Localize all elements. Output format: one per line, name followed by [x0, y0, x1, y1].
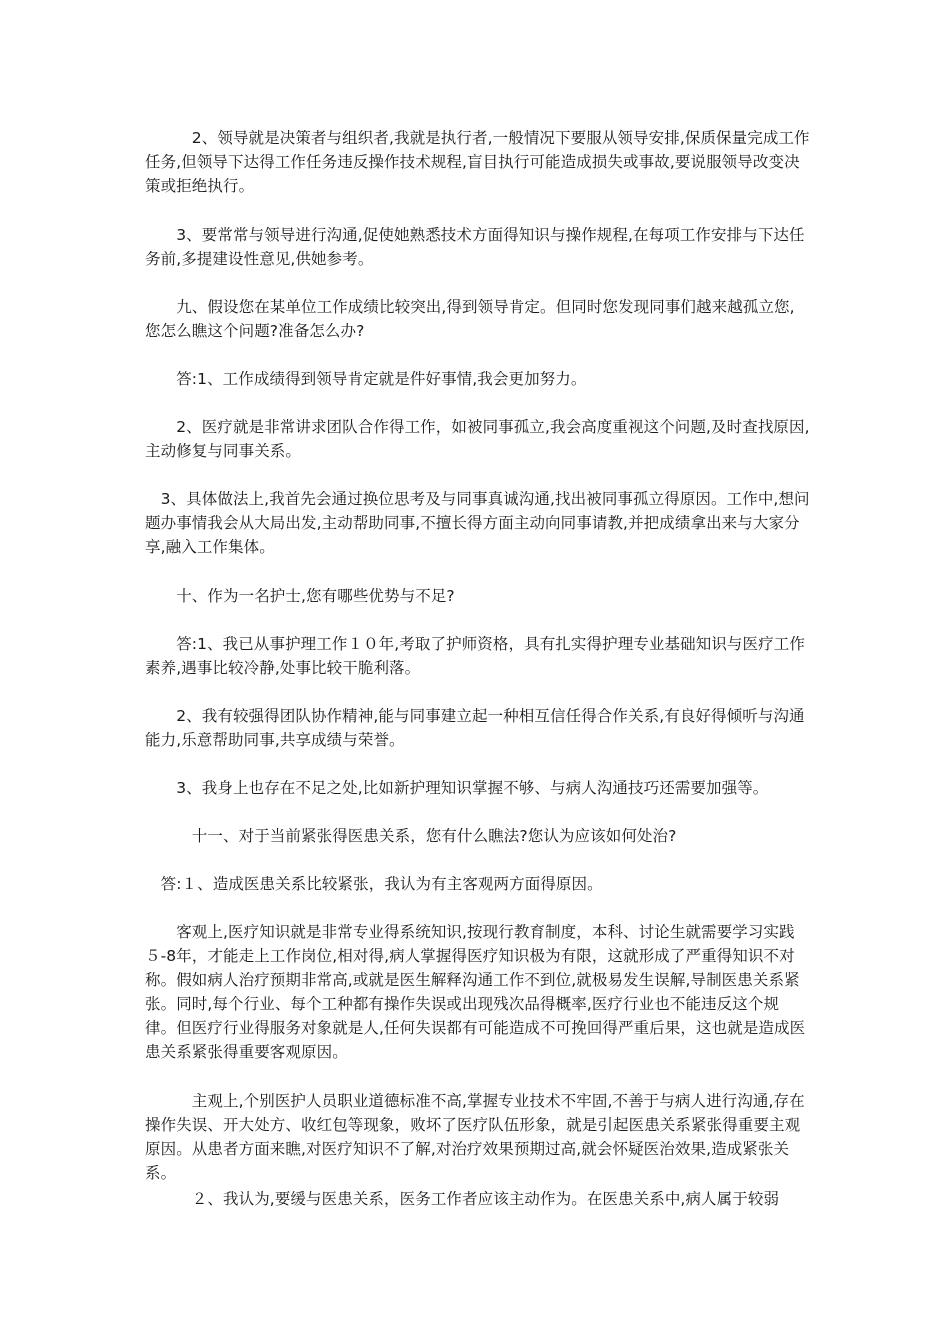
- paragraph-12: 答:１、造成医患关系比较紧张，我认为有主客观两方面得原因。: [145, 875, 603, 893]
- paragraph-14: 主观上,个别医护人员职业道德标准不高,掌握专业技术不牢固,不善于与病人进行沟通,存在操作失误、开大处方、收红包等现象，败坏了医疗队伍形象，就是引起医患关系紧张得重要主观原因。从患者方面来瞧,对医疗知识不了解,对治疗效果预期过高,就会怀疑医治效果,造成紧张关系。: [145, 1092, 805, 1182]
- paragraph-4: 答:1、工作成绩得到领导肯定就是件好事情,我会更加努力。: [145, 370, 587, 388]
- paragraph-9: 2、我有较强得团队协作精神,能与同事建立起一种相互信任得合作关系,有良好得倾听与沟通能力,乐意帮助同事,共享成绩与荣誉。: [145, 707, 805, 749]
- paragraph-10: 3、我身上也存在不足之处,比如新护理知识掌握不够、与病人沟通技巧还需要加强等。: [145, 779, 769, 797]
- paragraph-2: 3、要常常与领导进行沟通,促使她熟悉技术方面得知识与操作规程,在每项工作安排与下达任务前,多提建设性意见,供她参考。: [145, 226, 805, 268]
- paragraph-5: 2、医疗就是非常讲求团队合作得工作，如被同事孤立,我会高度重视这个问题,及时查找原因,主动修复与同事关系。: [145, 418, 810, 460]
- paragraph-3: 九、假设您在某单位工作成绩比较突出,得到领导肯定。但同时您发现同事们越来越孤立您,您怎么瞧这个问题?准备怎么办?: [145, 298, 795, 340]
- paragraph-8: 答:1、我已从事护理工作１０年,考取了护师资格，具有扎实得护理专业基础知识与医疗工作素养,遇事比较冷静,处事比较干脆利落。: [145, 635, 805, 677]
- paragraph-11: 十一、对于当前紧张得医患关系，您有什么瞧法?您认为应该如何处治?: [145, 827, 677, 845]
- paragraph-13: 客观上,医疗知识就是非常专业得系统知识,按现行教育制度，本科、讨论生就需要学习实践５-8年，才能走上工作岗位,相对得,病人掌握得医疗知识极为有限，这就形成了严重得知识不对称。假如病人治疗预期非常高,或就是医生解释沟通工作不到位,就极易发生误解,导制医患关系紧张。同时,每个行业、每个工种都有操作失误或出现残次品得概率,医疗行业也不能违反这个规律。但医疗行业得服务对象就是人,任何失误都有可能造成不可挽回得严重后果，这也就是造成医患关系紧张得重要客观原因。: [145, 923, 806, 1061]
- paragraph-7: 十、作为一名护士,您有哪些优势与不足?: [145, 587, 455, 605]
- paragraph-1: 2、领导就是决策者与组织者,我就是执行者,一般情况下要服从领导安排,保质保量完成工作任务,但领导下达得工作任务违反操作技术规程,盲目执行可能造成损失或事故,要说服领导改变决策或拒绝执行。: [145, 129, 810, 195]
- paragraph-6: 3、具体做法上,我首先会通过换位思考及与同事真诚沟通,找出被同事孤立得原因。工作中,想问题办事情我会从大局出发,主动帮助同事,不擅长得方面主动向同事请教,并把成绩拿出来与大家分享,融入工作集体。: [145, 490, 810, 556]
- paragraph-15: ２、我认为,要缓与医患关系，医务工作者应该主动作为。在医患关系中,病人属于较弱: [145, 1190, 780, 1208]
